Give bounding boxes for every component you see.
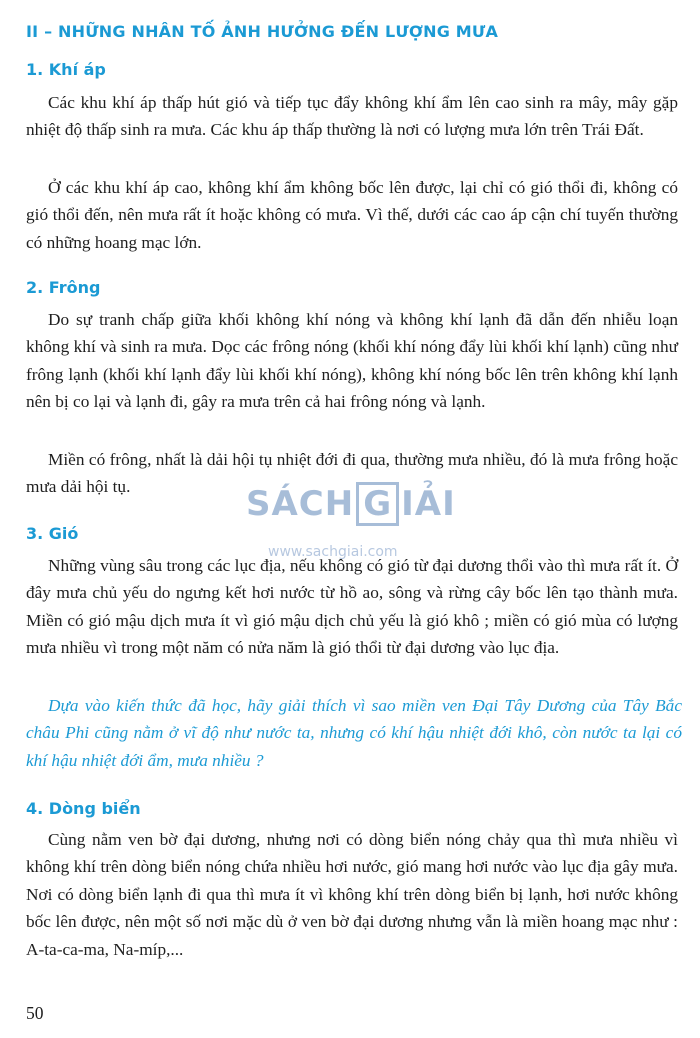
watermark-logo-left: SÁCH xyxy=(246,484,355,524)
paragraph: Những vùng sâu trong các lục địa, nếu không có gió từ đại dương thổi vào thì mưa rất ít. Ở đây mưa chủ yếu do ngưng kết hơi nước từ hồ ao, sông và rừng cây bốc lên tạo thành mưa. Miền có gió mậu dịch mưa ít vì gió mậu dịch chủ yếu là gió khô ; miền có gió mùa có lượng mưa nhiều vì trong một năm có nửa năm là gió thổi từ đại dương vào lục địa. xyxy=(26,556,678,658)
watermark-url: www.sachgiai.com xyxy=(268,544,398,560)
paragraph: Các khu khí áp thấp hút gió và tiếp tục đẩy không khí ẩm lên cao sinh ra mây, mây gặp nhiệt độ thấp sinh ra mưa. Các khu áp thấp thường là nơi có lượng mưa lớn trên Trái Đất. xyxy=(26,93,678,140)
subsection-title-khi-ap: 1. Khí áp xyxy=(26,60,106,79)
page-number: 50 xyxy=(26,1003,44,1023)
paragraph: Ở các khu khí áp cao, không khí ẩm không bốc lên được, lại chỉ có gió thổi đi, không có gió thổi đến, nên mưa rất ít hoặc không có mưa. Vì thế, dưới các cao áp cận chí tuyến thường có những hoang mạc lớn. xyxy=(26,178,678,252)
question-prompt: Dựa vào kiến thức đã học, hãy giải thích vì sao miền ven Đại Tây Dương của Tây Bắc châu Phi cũng nằm ở vĩ độ như nước ta, nhưng có khí hậu nhiệt đới khô, còn nước ta lại có khí hậu nhiệt đới ẩm, mưa nhiều ? xyxy=(26,696,682,770)
subsection-title-frong: 2. Frông xyxy=(26,278,101,297)
subsection-title-dong-bien: 4. Dòng biển xyxy=(26,799,141,818)
subsection-title-gio: 3. Gió xyxy=(26,524,79,543)
paragraph: Miền có frông, nhất là dải hội tụ nhiệt đới đi qua, thường mưa nhiều, đó là mưa frông hoặc mưa dải hội tụ. xyxy=(26,450,678,497)
paragraph: Do sự tranh chấp giữa khối không khí nóng và không khí lạnh đã dẫn đến nhiễu loạn không khí và sinh ra mưa. Dọc các frông nóng (khối khí nóng đẩy lùi khối khí lạnh) cũng như frông lạnh (khối khí lạnh đẩy lùi khối khí nóng), không khí nóng bốc lên trên không khí lạnh nên bị co lại và lạnh đi, gây ra mưa trên cả hai frông nóng và lạnh. xyxy=(26,310,678,412)
paragraph: Cùng nằm ven bờ đại dương, nhưng nơi có dòng biển nóng chảy qua thì mưa nhiều vì không khí trên dòng biển nóng chứa nhiều hơi nước, gió mang hơi nước vào lục địa gây mưa. Nơi có dòng biển lạnh đi qua thì mưa ít vì không khí trên dòng biển bị lạnh, hơi nước không bốc lên được, nên một số nơi mặc dù ở ven bờ đại dương nhưng vẫn là miền hoang mạc như : A-ta-ca-ma, Na-míp,... xyxy=(26,830,678,959)
watermark-logo xyxy=(246,482,456,526)
section-heading: II – NHỮNG NHÂN TỐ ẢNH HƯỞNG ĐẾN LƯỢNG MƯA xyxy=(26,22,499,41)
watermark-logo-boxed-letter: G xyxy=(356,482,399,526)
watermark-logo-right: IẢI xyxy=(401,484,456,524)
watermark xyxy=(246,466,456,566)
